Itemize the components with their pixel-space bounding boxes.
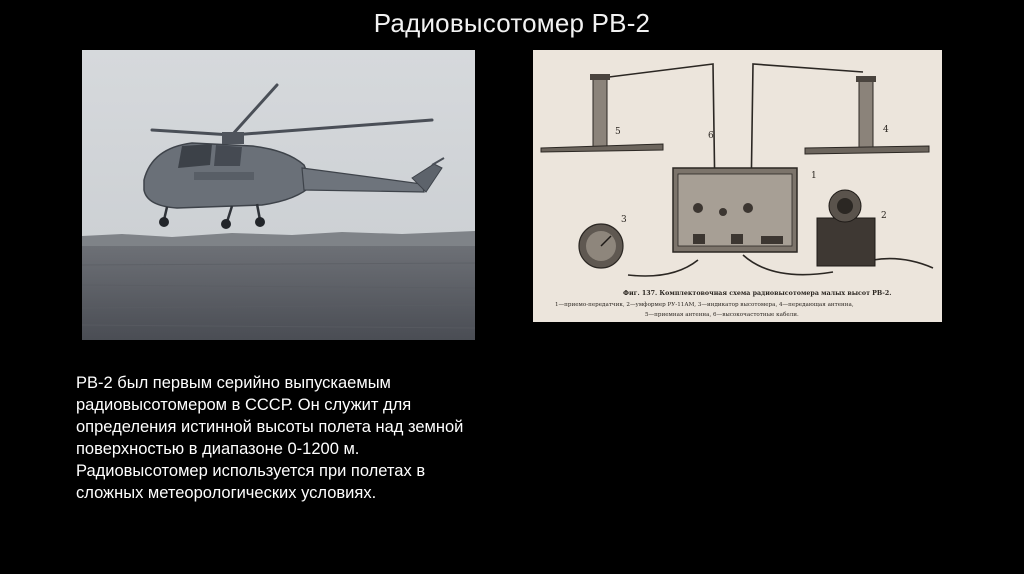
part-number-2: 2 bbox=[881, 211, 887, 221]
figure-caption-legend-2: 5—приемная антенна, 6—высокочастотные кабели. bbox=[645, 312, 799, 318]
diagram-illustration bbox=[533, 50, 942, 322]
part-number-3: 3 bbox=[621, 215, 627, 225]
part-number-4: 4 bbox=[883, 125, 889, 135]
helicopter-illustration bbox=[82, 50, 475, 340]
part-number-6: 6 bbox=[708, 131, 714, 141]
radio-altimeter-diagram bbox=[533, 50, 942, 322]
description-line: радиовысотомером в СССР. Он служит для bbox=[76, 396, 412, 414]
part-number-5: 5 bbox=[615, 127, 621, 137]
description-line: РВ-2 был первым серийно выпускаемым bbox=[76, 374, 391, 392]
description-line: определения истинной высоты полета над земной bbox=[76, 418, 464, 436]
slide-title: Радиовысотомер РВ-2 bbox=[373, 8, 651, 38]
figure-caption-title: Фиг. 137. Комплектовочная схема радиовысотомера малых высот РВ-2. bbox=[623, 290, 892, 297]
description-line: сложных метеорологических условиях. bbox=[76, 484, 377, 502]
helicopter-photo bbox=[82, 50, 475, 340]
part-number-1: 1 bbox=[811, 171, 817, 181]
figure-caption-legend-1: 1—приемо-передатчик, 2—умформер РУ-11АМ, 3—индикатор высотомера, 4—передающая антенна, bbox=[555, 302, 854, 308]
description-line: Радиовысотомер используется при полетах в bbox=[76, 462, 426, 480]
description-line: поверхностью в диапазоне 0-1200 м. bbox=[76, 440, 360, 458]
description-text bbox=[76, 372, 516, 504]
